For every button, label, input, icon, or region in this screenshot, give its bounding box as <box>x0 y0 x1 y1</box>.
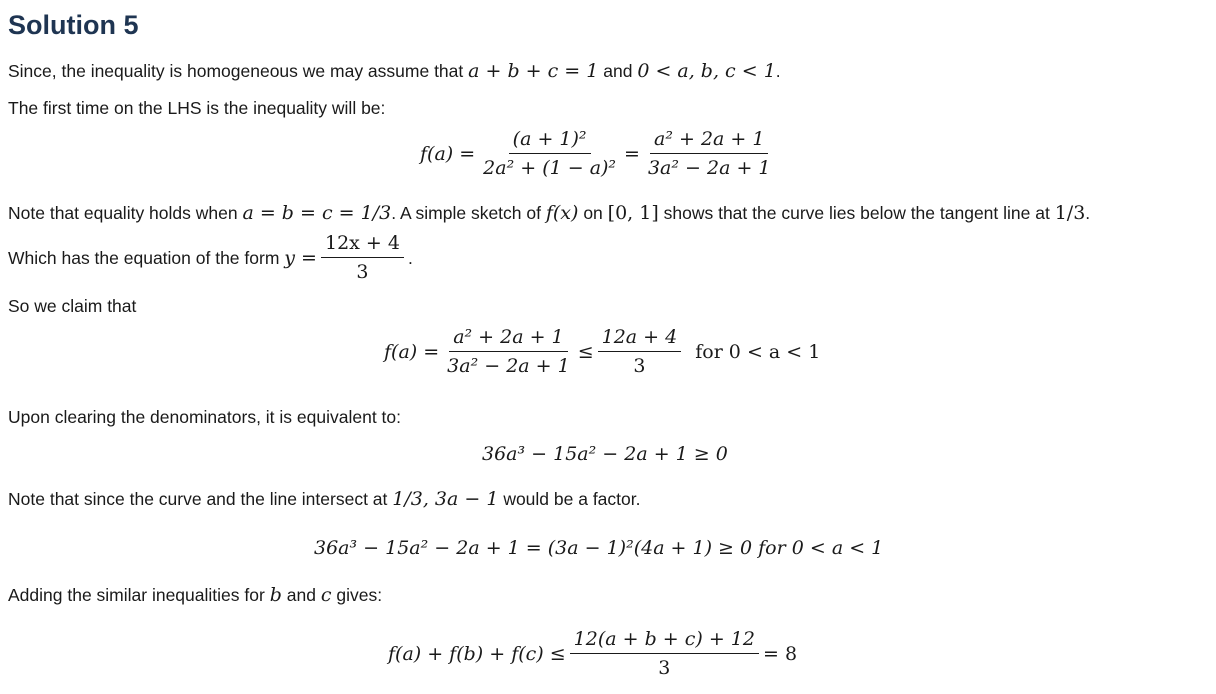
paragraph-clearing: Upon clearing the denominators, it is equivalent to: <box>8 407 402 427</box>
math-inline: 0 < a, b, c < 1 <box>637 60 776 82</box>
text: Note that since the curve and the line intersect at <box>8 489 388 509</box>
equation-polynomial: 36a³ − 15a² − 2a + 1 ≥ 0 <box>482 443 728 465</box>
text: . A simple sketch of <box>391 203 541 223</box>
equation-f-of-a <box>420 128 779 179</box>
math-inline: b <box>269 584 282 606</box>
text: on <box>583 203 603 223</box>
paragraph-assumption <box>8 60 781 82</box>
math-inline: 1/3, 3a − 1 <box>392 488 499 510</box>
fraction <box>443 326 574 377</box>
text: . <box>407 247 413 268</box>
text: Adding the similar inequalities for <box>8 585 265 605</box>
numerator: a² + 2a + 1 <box>650 128 768 154</box>
fraction <box>479 128 620 179</box>
fraction <box>321 232 404 283</box>
equation-lhs: f(a) + f(b) + f(c) ≤ <box>388 642 566 665</box>
text: would be a factor. <box>503 489 641 509</box>
equals-sign: = <box>624 142 640 165</box>
paragraph-claim: So we claim that <box>8 296 137 316</box>
text: . <box>775 61 781 81</box>
denominator: 2a² + (1 − a)² <box>483 157 617 179</box>
fraction <box>644 128 775 179</box>
math-inline: y = <box>284 246 317 269</box>
relation-sign: ≤ <box>577 340 594 363</box>
math-inline: 1/3 <box>1054 202 1086 224</box>
denominator: 3a² − 2a + 1 <box>447 355 570 377</box>
paragraph-tangent <box>8 232 413 283</box>
page-title: Solution 5 <box>8 10 139 40</box>
numerator: 12x + 4 <box>321 232 404 258</box>
fraction <box>570 628 759 679</box>
fraction <box>598 326 682 377</box>
text: and <box>603 61 633 81</box>
numerator: (a + 1)² <box>509 128 591 154</box>
math-inline: f(x) <box>545 202 579 224</box>
equation-lhs: f(a) = <box>420 142 476 165</box>
equation-rhs: = 8 <box>762 642 798 665</box>
text: and <box>286 585 316 605</box>
denominator: 3 <box>633 355 646 377</box>
text: Which has the equation of the form <box>8 247 280 268</box>
numerator: a² + 2a + 1 <box>449 326 567 352</box>
math-inline: c <box>320 584 332 606</box>
equation-factorization: 36a³ − 15a² − 2a + 1 = (3a − 1)²(4a + 1) ≥ 0 for 0 < a < 1 <box>314 537 884 559</box>
text: . <box>1085 203 1091 223</box>
equation-sum <box>388 628 797 679</box>
paragraph-equality <box>8 202 1090 224</box>
math-inline: [0, 1] <box>607 202 659 224</box>
numerator: 12a + 4 <box>598 326 682 352</box>
numerator: 12(a + b + c) + 12 <box>570 628 759 654</box>
equation-lhs: f(a) = <box>384 340 440 363</box>
math-inline: a + b + c = 1 <box>468 60 599 82</box>
paragraph-adding <box>8 584 382 606</box>
denominator: 3a² − 2a + 1 <box>647 157 771 179</box>
denominator: 3 <box>658 657 671 679</box>
paragraph-first-term: The first time on the LHS is the inequality will be: <box>8 98 386 118</box>
math-inline: a = b = c = 1/3 <box>242 202 392 224</box>
condition: for 0 < a < 1 <box>695 340 821 363</box>
text: gives: <box>336 585 383 605</box>
paragraph-factor <box>8 488 640 510</box>
text: shows that the curve lies below the tangent line at <box>663 203 1050 223</box>
equation-claim <box>384 326 820 377</box>
text: Since, the inequality is homogeneous we may assume that <box>8 61 464 81</box>
text: Note that equality holds when <box>8 203 238 223</box>
denominator: 3 <box>356 261 369 283</box>
